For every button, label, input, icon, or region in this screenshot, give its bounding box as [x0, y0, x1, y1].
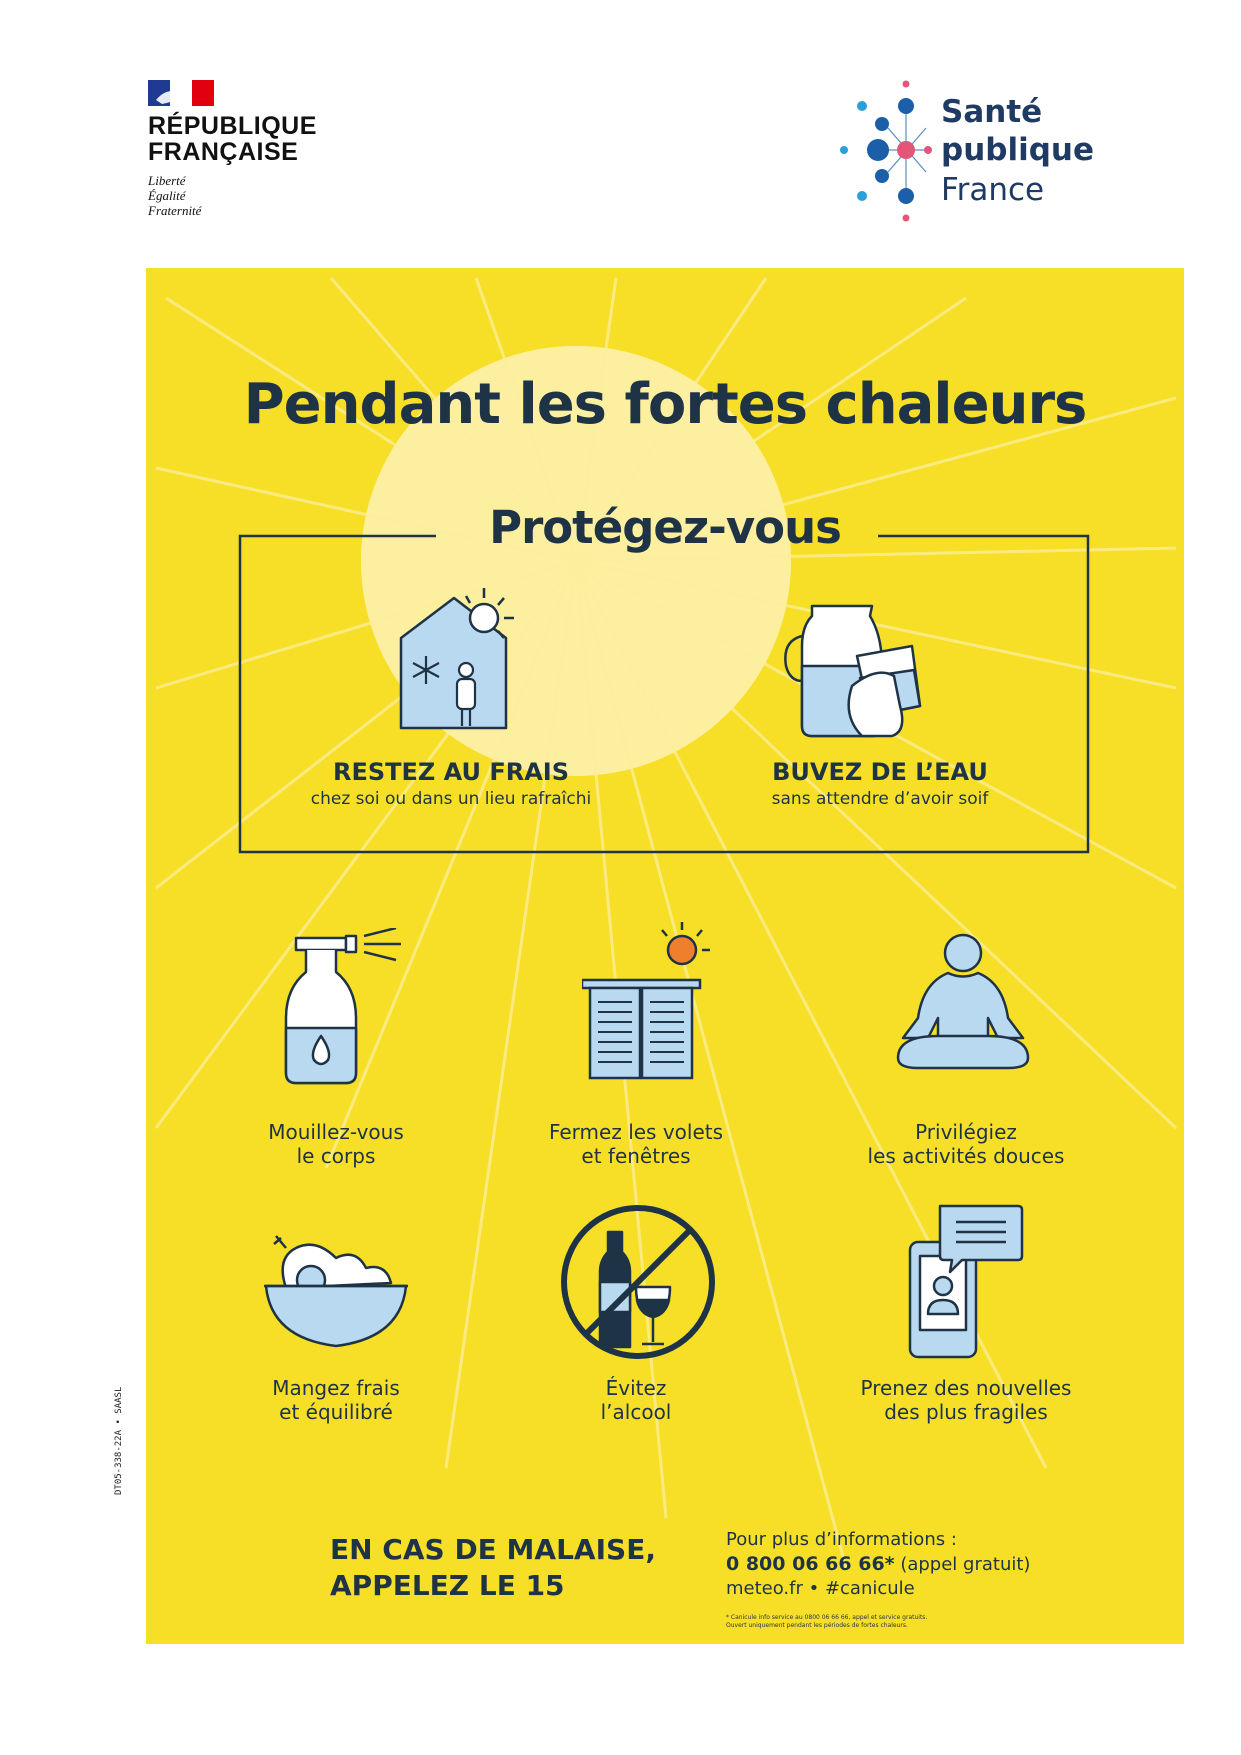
info-line-1: Pour plus d’informations :: [726, 1529, 957, 1550]
spf-line-3: France: [941, 172, 1045, 208]
main-tip-1-title: RESTEZ AU FRAIS: [332, 758, 570, 786]
phone-call-icon: [906, 1202, 1026, 1362]
tip-3-line-2: les activités douces: [867, 1144, 1065, 1168]
salad-bowl-icon: [256, 1228, 416, 1358]
tip-2-line-2: et fenêtres: [581, 1144, 691, 1168]
poster-subtitle: Protégez-vous: [489, 501, 841, 554]
rf-line-2: FRANÇAISE: [148, 138, 299, 166]
fine-print: [726, 1614, 1006, 1630]
emergency-line-1: EN CAS DE MALAISE,: [330, 1533, 656, 1566]
tip-5-line-1: Évitez: [605, 1376, 667, 1400]
shutters-icon: [582, 922, 722, 1082]
tip-3-line-1: Privilégiez: [915, 1120, 1017, 1144]
republique-francaise-logo: [148, 80, 348, 230]
no-alcohol-icon: [558, 1202, 718, 1362]
tip-4-line-2: et équilibré: [279, 1400, 393, 1424]
info-phone-note: (appel gratuit): [894, 1554, 1031, 1575]
tip-1-line-2: le corps: [296, 1144, 376, 1168]
rf-line-1: RÉPUBLIQUE: [148, 112, 317, 140]
fine-print-1: * Canicule info service au 0800 06 66 66, appel et service gratuits.: [726, 1614, 928, 1621]
meditation-icon: [878, 928, 1048, 1078]
water-jug-icon: [782, 586, 932, 746]
info-phone[interactable]: 0 800 06 66 66*: [726, 1553, 895, 1575]
spf-line-2: publique: [941, 132, 1094, 168]
main-tip-2-text: sans attendre d’avoir soif: [771, 789, 989, 809]
tip-5-line-2: l’alcool: [600, 1400, 672, 1424]
rf-motto-3: Fraternité: [148, 203, 202, 218]
spf-line-1: Santé: [941, 94, 1043, 130]
rf-motto-2: Égalité: [148, 188, 186, 203]
rf-motto-1: Liberté: [148, 173, 186, 188]
tip-6-line-2: des plus fragiles: [884, 1400, 1048, 1424]
info-block: [726, 1528, 1030, 1601]
sante-publique-france-logo: [838, 80, 1098, 225]
fine-print-2: Ouvert uniquement pendant les périodes de fortes chaleurs.: [726, 1622, 908, 1629]
main-tip-2-title: BUVEZ DE L’EAU: [772, 758, 988, 786]
marianne-flag-icon: [148, 80, 214, 106]
info-line-3[interactable]: meteo.fr • #canicule: [726, 1578, 915, 1599]
heatwave-poster: [146, 268, 1184, 1644]
emergency-call-text: [330, 1532, 656, 1604]
tip-1-line-1: Mouillez-vous: [268, 1120, 404, 1144]
poster-title: Pendant les fortes chaleurs: [243, 372, 1087, 437]
house-cool-icon: [396, 578, 526, 738]
print-reference-code: DT05-338-22A • SAASL: [114, 1386, 124, 1495]
tip-2-line-1: Fermez les volets: [548, 1120, 724, 1144]
tip-6-line-1: Prenez des nouvelles: [860, 1376, 1072, 1400]
molecule-icon: [838, 80, 938, 225]
tip-4-line-1: Mangez frais: [272, 1376, 400, 1400]
spray-bottle-icon: [276, 928, 436, 1088]
main-tip-1-text: chez soi ou dans un lieu rafraîchi: [310, 789, 592, 809]
emergency-line-2: APPELEZ LE 15: [330, 1569, 565, 1602]
